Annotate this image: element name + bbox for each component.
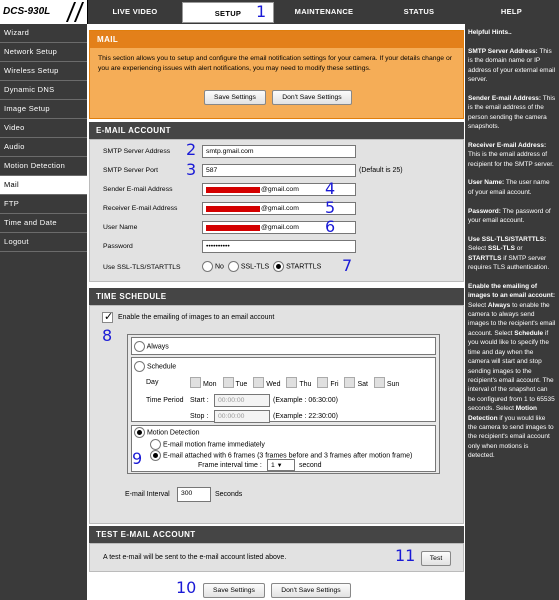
annotation-8: 8 <box>102 326 113 345</box>
always-label: Always <box>146 343 169 351</box>
help-title: Helpful Hints.. <box>468 29 512 36</box>
help-enable-bold-1: Always <box>487 301 511 309</box>
help-enable-heading: Enable the emailing of images to an email account: <box>468 282 556 300</box>
ssl-no-radio[interactable] <box>202 261 213 272</box>
sidebar-item-network-setup[interactable]: Network Setup <box>0 43 87 62</box>
start-label: Start : <box>190 397 209 404</box>
day-wed-label: Wed <box>266 381 281 388</box>
frame-interval-select[interactable]: 1 ▼ <box>267 459 295 471</box>
sidebar <box>0 24 87 600</box>
save-settings-button-bottom[interactable]: Save Settings <box>203 583 265 598</box>
email-immediately-label: E-mail motion frame immediately <box>162 441 265 449</box>
mail-buttons <box>204 90 352 105</box>
ssl-label: Use SSL-TLS/STARTTLS <box>103 264 181 271</box>
help-enable-text-1: Select <box>468 301 488 309</box>
time-schedule-body <box>89 305 464 524</box>
start-time-input[interactable]: 00:00:00 <box>214 394 270 407</box>
day-fri-checkbox[interactable] <box>317 377 328 388</box>
time-period-label: Time Period <box>146 397 184 404</box>
sidebar-item-logout[interactable]: Logout <box>0 233 87 252</box>
help-user-text: The user name of your email account. <box>468 179 550 196</box>
logo-text: DCS-930L <box>3 6 51 17</box>
help-enable-text-5: Select <box>495 405 516 413</box>
sidebar-item-dynamic-dns[interactable]: Dynamic DNS <box>0 81 87 100</box>
help-enable-text-6: if you would like the camera to send images to the recipient's email account only when motions is detected. <box>468 414 554 460</box>
sidebar-item-audio[interactable]: Audio <box>0 138 87 157</box>
email-interval-label: E-mail Interval <box>125 491 170 498</box>
bottom-buttons <box>203 583 351 598</box>
motion-row <box>134 427 199 438</box>
mail-title: MAIL <box>90 31 463 48</box>
starttls-radio[interactable] <box>273 261 284 272</box>
schedule-option-box <box>131 357 436 422</box>
schedule-row <box>134 361 176 372</box>
sender-email-label: Sender E-mail Address <box>103 186 173 193</box>
motion-opt1-row <box>150 439 265 450</box>
email-interval-unit: Seconds <box>215 491 243 498</box>
help-ssl-text-2: or <box>514 245 523 253</box>
smtp-port-input[interactable]: 587 <box>202 164 356 177</box>
test-email-description: A test e-mail will be sent to the e-mail account listed above. <box>103 554 287 561</box>
day-tue-label: Tue <box>235 381 248 388</box>
smtp-port-label: SMTP Server Port <box>103 167 159 174</box>
sidebar-item-wizard[interactable]: Wizard <box>0 24 87 43</box>
always-radio[interactable] <box>134 341 145 352</box>
motion-detection-radio[interactable] <box>134 427 145 438</box>
checkmark-icon: ✓ <box>104 311 114 323</box>
day-wed-checkbox[interactable] <box>253 377 264 388</box>
helpful-hints-panel <box>465 24 559 600</box>
email-account-body <box>89 139 464 282</box>
enable-emailing-label: Enable the emailing of images to an email account <box>117 314 275 322</box>
annotation-3: 3 <box>186 160 197 179</box>
test-button[interactable]: Test <box>421 551 451 566</box>
email-six-frames-label: E-mail attached with 6 frames (3 frames before and 3 frames after motion frame) <box>162 452 413 460</box>
day-checkboxes <box>190 377 399 388</box>
help-sender-heading: Sender E-mail Address: <box>468 94 542 102</box>
user-name-label: User Name <box>103 224 138 231</box>
ssl-tls-label: SSL-TLS <box>240 263 270 271</box>
schedule-options-box <box>127 334 440 474</box>
user-name-input[interactable]: @gmail.com <box>202 221 356 234</box>
help-ssl-heading: Use SSL-TLS/STARTTLS: <box>468 235 547 243</box>
enable-emailing-checkbox[interactable] <box>102 312 113 323</box>
day-mon-label: Mon <box>202 381 217 388</box>
motion-detection-label: Motion Detection <box>146 429 200 437</box>
email-immediately-radio[interactable] <box>150 439 161 450</box>
day-thu-label: Thu <box>299 381 312 388</box>
password-label: Password <box>103 243 133 250</box>
dont-save-settings-button-bottom[interactable]: Don't Save Settings <box>271 583 351 598</box>
tab-setup[interactable]: SETUP <box>182 2 274 23</box>
time-schedule-title: TIME SCHEDULE <box>89 288 464 305</box>
help-enable-bold-3: Motion Detection <box>468 405 538 422</box>
annotation-6: 6 <box>325 217 336 236</box>
sidebar-item-time-and-date[interactable]: Time and Date <box>0 214 87 233</box>
help-smtp-heading: SMTP Server Address: <box>468 47 538 55</box>
annotation-10: 10 <box>176 578 197 597</box>
help-enable-text-3: Select <box>494 329 515 337</box>
password-input[interactable]: •••••••••• <box>202 240 356 253</box>
receiver-email-label: Receiver E-mail Address <box>103 205 178 212</box>
smtp-server-input[interactable]: smtp.gmail.com <box>202 145 356 158</box>
chevron-down-icon: ▼ <box>276 463 283 469</box>
test-email-title: TEST E-MAIL ACCOUNT <box>89 526 464 543</box>
day-tue-checkbox[interactable] <box>223 377 234 388</box>
help-ssl-text-1: Select <box>468 245 488 253</box>
ssl-no-label: No <box>214 263 224 271</box>
help-password-heading: Password: <box>468 207 501 215</box>
schedule-radio[interactable] <box>134 361 145 372</box>
redaction-bar <box>206 206 260 212</box>
frame-interval-label: Frame interval time : <box>198 462 262 469</box>
annotation-4: 4 <box>325 179 336 198</box>
frame-interval-unit: second <box>299 462 322 469</box>
help-password-text: The password of your email account. <box>468 207 551 225</box>
day-thu-checkbox[interactable] <box>286 377 297 388</box>
tab-help[interactable]: HELP <box>500 7 523 16</box>
day-sun-checkbox[interactable] <box>374 377 385 388</box>
help-ssl-text-3: if SMTP server requires TLS authentication. <box>468 254 550 272</box>
camera-logo <box>0 0 88 24</box>
day-sat-checkbox[interactable] <box>344 377 355 388</box>
email-account-section <box>89 122 464 282</box>
tab-maintenance[interactable]: MAINTENANCE <box>294 7 354 16</box>
receiver-email-input[interactable]: @gmail.com <box>202 202 356 215</box>
help-ssl-bold-1: SSL-TLS <box>487 245 515 253</box>
always-option-box <box>131 337 436 355</box>
sidebar-item-ftp[interactable]: FTP <box>0 195 87 214</box>
tab-live-video[interactable]: LIVE VIDEO <box>112 7 158 16</box>
help-smtp-text: This is the domain name or IP address of your external email server. <box>468 47 556 84</box>
tab-status[interactable]: STATUS <box>403 7 435 16</box>
sidebar-item-mail[interactable]: Mail <box>0 176 87 195</box>
sidebar-item-wireless-setup[interactable]: Wireless Setup <box>0 62 87 81</box>
time-schedule-section <box>89 288 464 524</box>
email-interval-input[interactable]: 300 <box>177 487 211 502</box>
day-sat-label: Sat <box>357 381 368 388</box>
motion-option-box <box>131 425 436 472</box>
email-six-frames-radio[interactable] <box>150 450 161 461</box>
start-example: (Example : 06:30:00) <box>273 397 338 404</box>
starttls-label: STARTTLS <box>286 263 322 271</box>
annotation-1: 1 <box>256 2 267 21</box>
help-receiver-heading: Receiver E-mail Address: <box>468 141 547 149</box>
help-enable-text-2: to enable the camera to always send images to the recipient's email account. <box>468 301 556 337</box>
redaction-bar <box>206 187 260 193</box>
help-enable-text-4: if you would like to specify the time and day when the camera will start and stop sending images to the recipient's email account. The interval of the snapshot can be configured from 1 to 65535 seconds. <box>468 329 555 413</box>
smtp-port-default: (Default is 25) <box>359 167 403 174</box>
ssl-options <box>202 261 321 272</box>
annotation-9: 9 <box>132 449 143 468</box>
help-receiver-text: This is the email address of recipient for the SMTP server. <box>468 151 554 168</box>
stop-example: (Example : 22:30:00) <box>273 413 338 420</box>
day-fri-label: Fri <box>330 381 339 388</box>
ssl-tls-radio[interactable] <box>228 261 239 272</box>
day-mon-checkbox[interactable] <box>190 377 201 388</box>
redaction-bar <box>206 225 260 231</box>
sender-email-input[interactable]: @gmail.com <box>202 183 356 196</box>
top-navigation-bar <box>0 0 559 24</box>
smtp-server-label: SMTP Server Address <box>103 148 171 155</box>
stop-label: Stop : <box>190 413 209 420</box>
always-row <box>134 341 169 352</box>
schedule-label: Schedule <box>146 363 177 371</box>
day-label: Day <box>146 379 159 386</box>
annotation-7: 7 <box>342 256 353 275</box>
save-settings-button-top[interactable]: Save Settings <box>204 90 266 105</box>
annotation-5: 5 <box>325 198 336 217</box>
help-user-heading: User Name: <box>468 179 505 187</box>
enable-emailing-row <box>102 312 274 323</box>
day-sun-label: Sun <box>386 381 400 388</box>
stop-time-input[interactable]: 00:00:00 <box>214 410 270 423</box>
sidebar-item-video[interactable]: Video <box>0 119 87 138</box>
help-ssl-bold-2: STARTTLS <box>468 254 502 262</box>
annotation-2: 2 <box>186 140 197 159</box>
sidebar-item-image-setup[interactable]: Image Setup <box>0 100 87 119</box>
email-account-title: E-MAIL ACCOUNT <box>89 122 464 139</box>
main-content <box>89 24 464 600</box>
help-sender-text: This is the email address of the person sending the camera snapshots. <box>468 94 556 131</box>
annotation-11: 11 <box>395 546 416 565</box>
mail-section <box>89 30 464 119</box>
mail-description: This section allows you to setup and configure the email notification settings for your camera. If your details change or you are experiencing issues with alert notifications, you may need to modify these settings. <box>98 55 453 72</box>
help-enable-bold-2: Schedule <box>514 329 544 337</box>
sidebar-item-motion-detection[interactable]: Motion Detection <box>0 157 87 176</box>
logo-slash-2 <box>74 2 84 22</box>
dont-save-settings-button-top[interactable]: Don't Save Settings <box>272 90 352 105</box>
